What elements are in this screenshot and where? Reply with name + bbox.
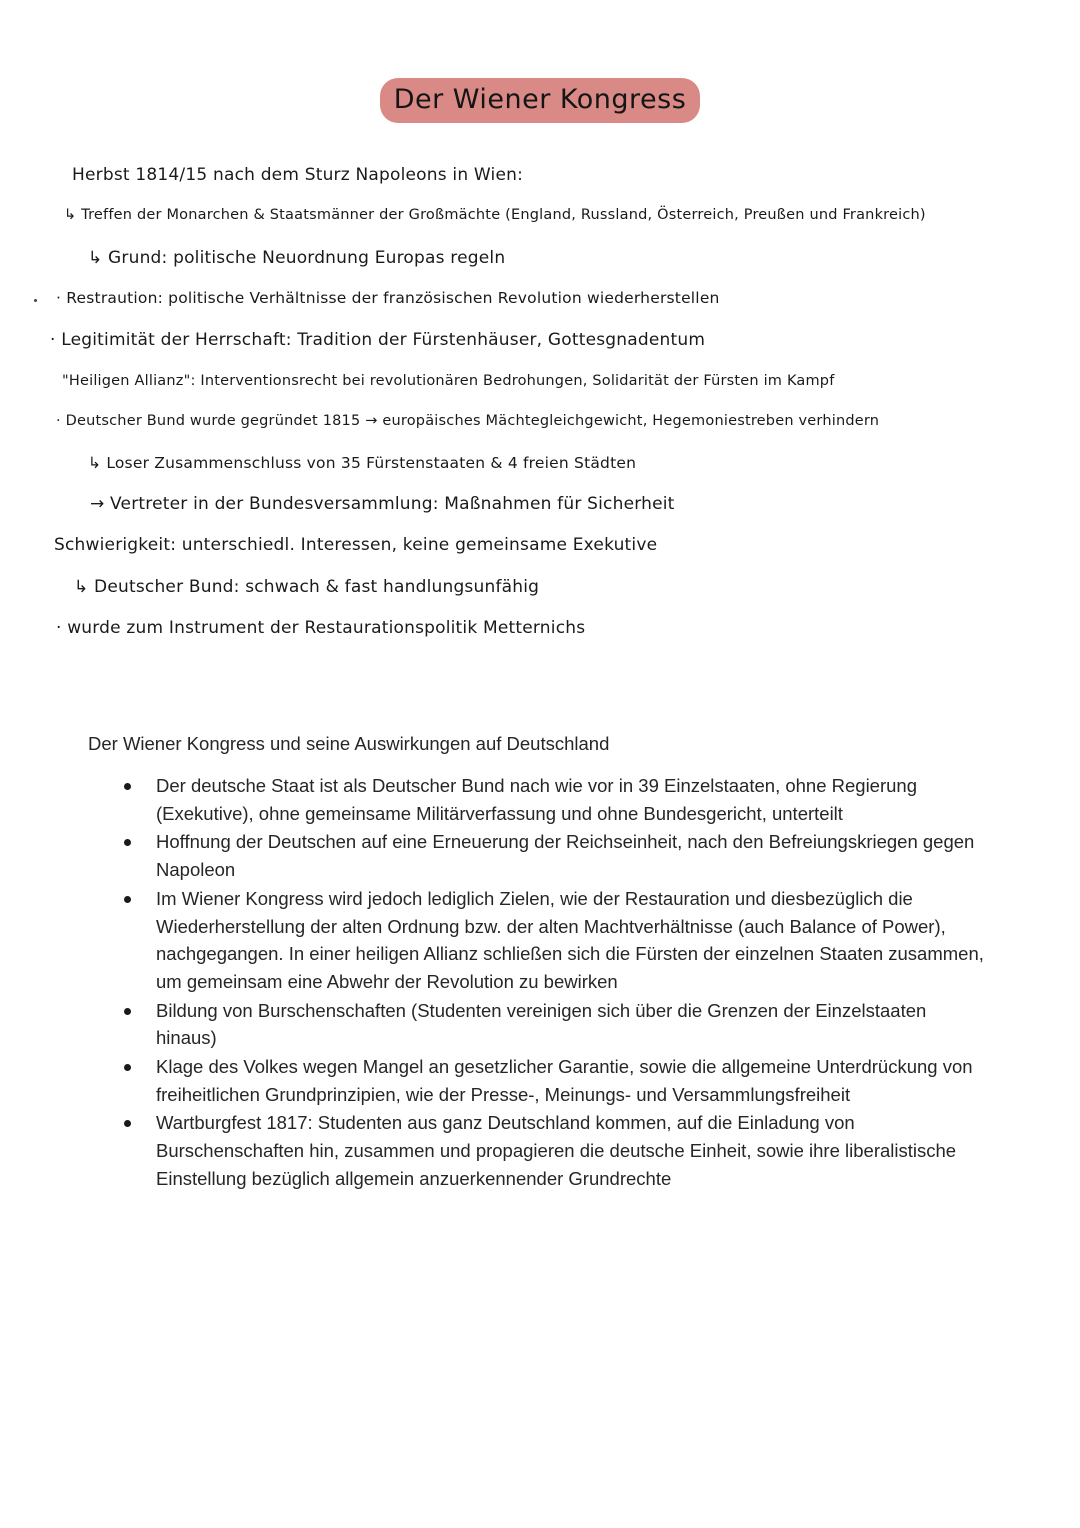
bullet-icon xyxy=(124,1008,131,1015)
bullet-icon xyxy=(124,1064,131,1071)
note-line: Schwierigkeit: unterschiedl. Interessen, keine gemeinsame Exekutive xyxy=(54,535,658,555)
list-item xyxy=(88,1053,988,1108)
list-item xyxy=(88,885,988,996)
bullet-icon xyxy=(124,1120,131,1127)
note-line: · Restraution: politische Verhältnisse der französischen Revolution wiederherstellen xyxy=(56,289,720,307)
list-item xyxy=(88,828,988,883)
note-line: ↳ Loser Zusammenschluss von 35 Fürstenstaaten & 4 freien Städten xyxy=(88,454,637,472)
note-line: → Vertreter in der Bundesversammlung: Maßnahmen für Sicherheit xyxy=(90,494,675,514)
note-line: · wurde zum Instrument der Restaurationspolitik Metternichs xyxy=(56,618,586,638)
bullet-icon xyxy=(124,783,131,790)
list-item xyxy=(88,997,988,1052)
stray-dot xyxy=(34,299,37,302)
typed-summary xyxy=(88,730,988,1194)
list-item-text: Wartburgfest 1817: Studenten aus ganz Deutschland kommen, auf die Einladung von Burschenschaften hin, zusammen und propagieren die deutsche Einheit, sowie ihre liberalistische Einstellung bezüglich allgemein anzuerkennender Grundrechte xyxy=(156,1112,957,1189)
bullet-icon xyxy=(124,839,131,846)
list-item-text: Bildung von Burschenschaften (Studenten vereinigen sich über die Grenzen der Einzelstaaten hinaus) xyxy=(156,999,927,1049)
note-line: · Deutscher Bund wurde gegründet 1815 → europäisches Mächtegleichgewicht, Hegemoniestreben verhindern xyxy=(56,413,880,429)
note-line: Herbst 1814/15 nach dem Sturz Napoleons in Wien: xyxy=(72,165,524,185)
summary-list xyxy=(88,772,988,1193)
list-item-text: Hoffnung der Deutschen auf eine Erneuerung der Reichseinheit, nach den Befreiungskriegen gegen Napoleon xyxy=(156,831,975,881)
summary-heading: Der Wiener Kongress und seine Auswirkungen auf Deutschland xyxy=(88,733,610,754)
note-line: "Heiligen Allianz": Interventionsrecht bei revolutionären Bedrohungen, Solidarität der Fürsten im Kampf xyxy=(62,373,835,389)
note-line: · Legitimität der Herrschaft: Tradition der Fürstenhäuser, Gottesgnadentum xyxy=(50,330,706,350)
bullet-icon xyxy=(124,896,131,903)
note-line: ↳ Grund: politische Neuordnung Europas regeln xyxy=(88,248,506,268)
list-item-text: Der deutsche Staat ist als Deutscher Bund nach wie vor in 39 Einzelstaaten, ohne Regierung (Exekutive), ohne gemeinsame Militärverfassung und ohne Bundesgericht, unterteilt xyxy=(156,775,918,824)
list-item xyxy=(88,772,988,827)
note-line: ↳ Treffen der Monarchen & Staatsmänner der Großmächte (England, Russland, Österreich, Preußen und Frankreich) xyxy=(64,207,926,223)
list-item-text: Klage des Volkes wegen Mangel an gesetzlicher Garantie, sowie die allgemeine Unterdrückung von freiheitlichen Grundprinzipien, wie der Presse-, Meinungs- und Versammlungsfreiheit xyxy=(156,1056,973,1105)
page-title: Der Wiener Kongress xyxy=(380,78,701,123)
list-item-text: Im Wiener Kongress wird jedoch lediglich Zielen, wie der Restauration und diesbezüglich die Wiederherstellung der alten Ordnung bzw. der alten Machtverhältnisse (auch Balance of Power), nachgegangen. In einer heiligen Allianz schließen sich die Fürsten der einzelnen Staaten zusammen, um gemeinsam eine Abwehr der Revolution zu bewirken xyxy=(156,887,984,992)
title-area xyxy=(0,78,1080,123)
note-line: ↳ Deutscher Bund: schwach & fast handlungsunfähig xyxy=(74,577,540,597)
list-item xyxy=(88,1109,988,1192)
